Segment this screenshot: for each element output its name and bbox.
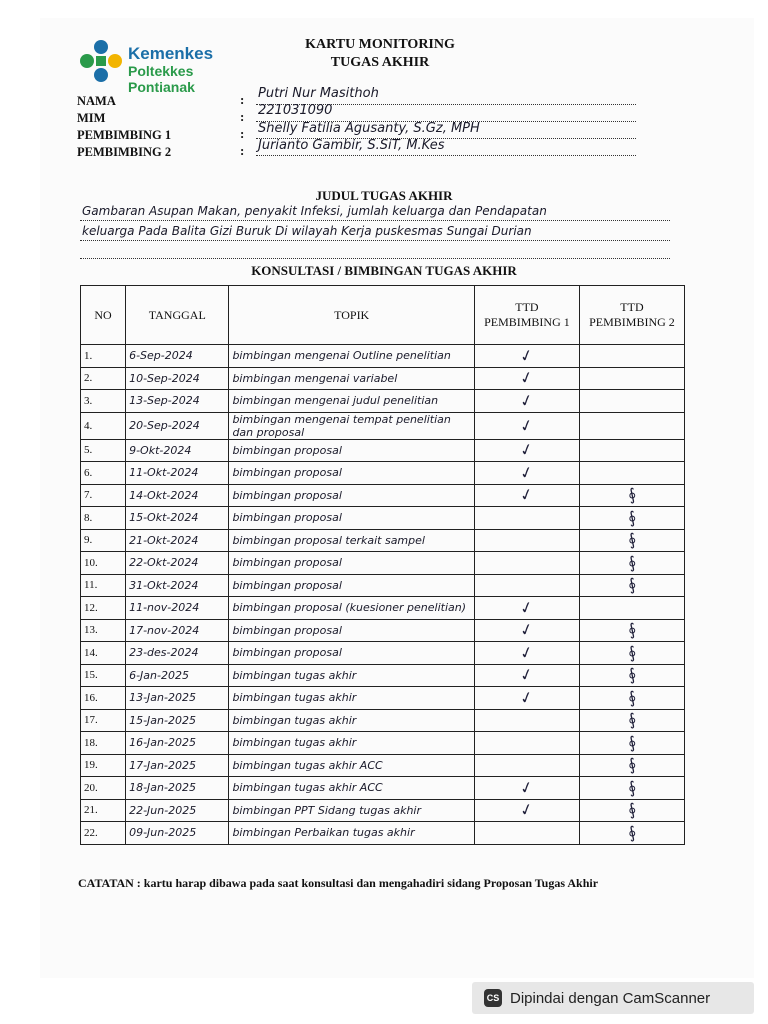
cell-topik: bimbingan proposal xyxy=(229,439,474,462)
cell-tanggal: 14-Okt-2024 xyxy=(126,484,229,507)
logo-text-poltekkes: Poltekkes Pontianak xyxy=(128,63,195,95)
table-row xyxy=(81,345,685,368)
judul-line-1: Gambaran Asupan Makan, penyakit Infeksi, jumlah keluarga dan Pendapatan xyxy=(82,204,547,218)
nama-colon: : xyxy=(240,92,245,107)
table-row xyxy=(81,687,685,710)
cell-tanggal: 22-Okt-2024 xyxy=(126,552,229,575)
cell-topik: bimbingan mengenai judul penelitian xyxy=(229,390,474,413)
cell-ttd-pembimbing-1 xyxy=(474,597,579,620)
table-row xyxy=(81,574,685,597)
signature-mark: ∮ xyxy=(625,553,639,573)
pembimbing1-colon: : xyxy=(240,126,245,141)
signature-mark: ✓ xyxy=(518,643,536,664)
signature-mark: ✓ xyxy=(518,800,536,821)
cell-no: 8. xyxy=(81,507,126,530)
header-ttd-pembimbing-1: TTD PEMBIMBING 1 xyxy=(474,286,579,345)
cell-no: 14. xyxy=(81,642,126,665)
camscanner-icon: CS xyxy=(484,989,502,1007)
cell-ttd-pembimbing-1 xyxy=(474,732,579,755)
cell-tanggal: 09-Jun-2025 xyxy=(126,822,229,845)
cell-topik: bimbingan tugas akhir xyxy=(229,709,474,732)
cell-ttd-pembimbing-1 xyxy=(474,367,579,390)
cell-topik: bimbingan proposal terkait sampel xyxy=(229,529,474,552)
cell-topik: bimbingan proposal xyxy=(229,642,474,665)
cell-topik: bimbingan proposal xyxy=(229,462,474,485)
cell-ttd-pembimbing-1 xyxy=(474,709,579,732)
cell-ttd-pembimbing-2 xyxy=(579,574,684,597)
title-line-2: TUGAS AKHIR xyxy=(330,55,430,70)
cell-ttd-pembimbing-2 xyxy=(579,687,684,710)
signature-mark: ∮ xyxy=(625,486,639,506)
cell-no: 22. xyxy=(81,822,126,845)
signature-mark: ∮ xyxy=(625,508,639,528)
signature-mark: ✓ xyxy=(518,598,536,619)
cell-ttd-pembimbing-2 xyxy=(579,507,684,530)
cell-tanggal: 11-Okt-2024 xyxy=(126,462,229,485)
nama-value: Putri Nur Masithoh xyxy=(258,86,379,101)
table-row xyxy=(81,367,685,390)
cell-ttd-pembimbing-1 xyxy=(474,529,579,552)
cell-topik: bimbingan tugas akhir ACC xyxy=(229,777,474,800)
cell-ttd-pembimbing-2 xyxy=(579,754,684,777)
signature-mark: ∮ xyxy=(625,576,639,596)
cell-ttd-pembimbing-1 xyxy=(474,664,579,687)
cell-topik: bimbingan tugas akhir xyxy=(229,732,474,755)
page-title xyxy=(260,36,500,72)
cell-topik: bimbingan proposal xyxy=(229,552,474,575)
cell-no: 17. xyxy=(81,709,126,732)
table-row xyxy=(81,507,685,530)
table-row xyxy=(81,390,685,413)
cell-ttd-pembimbing-2 xyxy=(579,552,684,575)
cell-tanggal: 20-Sep-2024 xyxy=(126,412,229,439)
cell-tanggal: 10-Sep-2024 xyxy=(126,367,229,390)
cell-tanggal: 23-des-2024 xyxy=(126,642,229,665)
cell-ttd-pembimbing-2 xyxy=(579,664,684,687)
table-row xyxy=(81,439,685,462)
cell-topik: bimbingan mengenai Outline penelitian xyxy=(229,345,474,368)
table-row xyxy=(81,412,685,439)
table-row xyxy=(81,754,685,777)
signature-mark: ∮ xyxy=(625,666,639,686)
cell-ttd-pembimbing-2 xyxy=(579,597,684,620)
signature-mark: ∮ xyxy=(625,531,639,551)
cell-ttd-pembimbing-1 xyxy=(474,777,579,800)
signature-mark: ✓ xyxy=(518,346,536,367)
cell-no: 12. xyxy=(81,597,126,620)
table-row xyxy=(81,462,685,485)
cell-ttd-pembimbing-1 xyxy=(474,619,579,642)
cell-tanggal: 13-Jan-2025 xyxy=(126,687,229,710)
cell-tanggal: 15-Okt-2024 xyxy=(126,507,229,530)
cell-no: 2. xyxy=(81,367,126,390)
kemenkes-logo xyxy=(78,38,258,95)
cell-no: 13. xyxy=(81,619,126,642)
cell-topik: bimbingan tugas akhir xyxy=(229,687,474,710)
table-row xyxy=(81,799,685,822)
cell-tanggal: 22-Jun-2025 xyxy=(126,799,229,822)
konsultasi-table xyxy=(80,285,685,845)
cell-no: 4. xyxy=(81,412,126,439)
cell-ttd-pembimbing-2 xyxy=(579,642,684,665)
signature-mark: ✓ xyxy=(518,778,536,799)
cell-ttd-pembimbing-2 xyxy=(579,367,684,390)
pembimbing2-value: Jurianto Gambir, S.SiT, M.Kes xyxy=(258,138,445,153)
cell-tanggal: 9-Okt-2024 xyxy=(126,439,229,462)
cell-ttd-pembimbing-2 xyxy=(579,345,684,368)
signature-mark: ✓ xyxy=(518,620,536,641)
cell-no: 15. xyxy=(81,664,126,687)
cell-no: 20. xyxy=(81,777,126,800)
cell-ttd-pembimbing-1 xyxy=(474,754,579,777)
table-row xyxy=(81,732,685,755)
logo-text-kemenkes: Kemenkes xyxy=(128,44,214,63)
cell-tanggal: 31-Okt-2024 xyxy=(126,574,229,597)
signature-mark: ∮ xyxy=(625,711,639,731)
cell-topik: bimbingan proposal xyxy=(229,619,474,642)
table-row xyxy=(81,619,685,642)
signature-mark: ∮ xyxy=(625,733,639,753)
cell-ttd-pembimbing-1 xyxy=(474,390,579,413)
cell-tanggal: 11-nov-2024 xyxy=(126,597,229,620)
header-tanggal: TANGGAL xyxy=(126,286,229,345)
cell-topik: bimbingan proposal xyxy=(229,484,474,507)
cell-tanggal: 17-Jan-2025 xyxy=(126,754,229,777)
judul-dotline-1 xyxy=(80,220,670,221)
table-row xyxy=(81,529,685,552)
camscanner-badge xyxy=(472,982,754,1014)
cell-topik: bimbingan Perbaikan tugas akhir xyxy=(229,822,474,845)
mim-value: 221031090 xyxy=(258,103,333,118)
table-row xyxy=(81,597,685,620)
cell-ttd-pembimbing-2 xyxy=(579,529,684,552)
cell-topik: bimbingan PPT Sidang tugas akhir xyxy=(229,799,474,822)
cell-tanggal: 13-Sep-2024 xyxy=(126,390,229,413)
cell-no: 1. xyxy=(81,345,126,368)
cell-no: 18. xyxy=(81,732,126,755)
cell-tanggal: 15-Jan-2025 xyxy=(126,709,229,732)
cell-ttd-pembimbing-1 xyxy=(474,574,579,597)
signature-mark: ∮ xyxy=(625,621,639,641)
table-row xyxy=(81,709,685,732)
konsultasi-heading: KONSULTASI / BIMBINGAN TUGAS AKHIR xyxy=(251,263,517,278)
cell-ttd-pembimbing-2 xyxy=(579,462,684,485)
signature-mark: ✓ xyxy=(518,391,536,412)
cell-topik: bimbingan proposal (kuesioner penelitian) xyxy=(229,597,474,620)
mim-colon: : xyxy=(240,109,245,124)
cell-ttd-pembimbing-1 xyxy=(474,822,579,845)
cell-ttd-pembimbing-1 xyxy=(474,484,579,507)
table-row xyxy=(81,777,685,800)
cell-no: 19. xyxy=(81,754,126,777)
cell-ttd-pembimbing-1 xyxy=(474,345,579,368)
signature-mark: ✓ xyxy=(518,665,536,686)
pembimbing2-colon: : xyxy=(240,143,245,158)
judul-heading: JUDUL TUGAS AKHIR xyxy=(315,188,453,203)
camscanner-text: Dipindai dengan CamScanner xyxy=(510,989,711,1007)
header-no: NO xyxy=(81,286,126,345)
cell-ttd-pembimbing-1 xyxy=(474,552,579,575)
cell-tanggal: 16-Jan-2025 xyxy=(126,732,229,755)
cell-ttd-pembimbing-2 xyxy=(579,732,684,755)
kemenkes-logo-icon xyxy=(78,38,124,84)
cell-tanggal: 17-nov-2024 xyxy=(126,619,229,642)
cell-no: 11. xyxy=(81,574,126,597)
pembimbing2-label: PEMBIMBING 2 xyxy=(77,145,172,159)
cell-ttd-pembimbing-2 xyxy=(579,439,684,462)
nama-label: NAMA xyxy=(77,94,116,108)
cell-topik: bimbingan mengenai variabel xyxy=(229,367,474,390)
cell-ttd-pembimbing-2 xyxy=(579,390,684,413)
signature-mark: ∮ xyxy=(625,801,639,821)
pembimbing1-value: Shelly Fatilia Agusanty, S.Gz, MPH xyxy=(258,121,480,136)
cell-tanggal: 6-Sep-2024 xyxy=(126,345,229,368)
cell-ttd-pembimbing-2 xyxy=(579,619,684,642)
judul-dotline-3 xyxy=(80,258,670,259)
cell-no: 7. xyxy=(81,484,126,507)
mim-label: MIM xyxy=(77,111,106,125)
header-topik: TOPIK xyxy=(229,286,474,345)
signature-mark: ∮ xyxy=(625,823,639,843)
signature-mark: ✓ xyxy=(518,463,536,484)
cell-topik: bimbingan tugas akhir xyxy=(229,664,474,687)
table-row xyxy=(81,642,685,665)
cell-ttd-pembimbing-1 xyxy=(474,799,579,822)
cell-ttd-pembimbing-1 xyxy=(474,462,579,485)
cell-tanggal: 6-Jan-2025 xyxy=(126,664,229,687)
cell-topik: bimbingan proposal xyxy=(229,507,474,530)
signature-mark: ✓ xyxy=(518,368,536,389)
table-row xyxy=(81,552,685,575)
cell-no: 16. xyxy=(81,687,126,710)
cell-ttd-pembimbing-1 xyxy=(474,507,579,530)
cell-no: 9. xyxy=(81,529,126,552)
catatan-note: CATATAN : kartu harap dibawa pada saat konsultasi dan mengahadiri sidang Proposan Tugas Akhir xyxy=(78,876,599,890)
signature-mark: ∮ xyxy=(625,688,639,708)
cell-ttd-pembimbing-2 xyxy=(579,799,684,822)
cell-ttd-pembimbing-2 xyxy=(579,484,684,507)
cell-topik: bimbingan mengenai tempat penelitian dan proposal xyxy=(229,412,474,439)
signature-mark: ✓ xyxy=(518,440,536,461)
cell-topik: bimbingan proposal xyxy=(229,574,474,597)
cell-no: 21. xyxy=(81,799,126,822)
cell-tanggal: 18-Jan-2025 xyxy=(126,777,229,800)
cell-ttd-pembimbing-2 xyxy=(579,777,684,800)
judul-line-2: keluarga Pada Balita Gizi Buruk Di wilayah Kerja puskesmas Sungai Durian xyxy=(82,224,532,238)
table-row xyxy=(81,822,685,845)
cell-no: 10. xyxy=(81,552,126,575)
cell-tanggal: 21-Okt-2024 xyxy=(126,529,229,552)
table-header-row xyxy=(81,286,685,345)
title-line-1: KARTU MONITORING xyxy=(305,37,455,52)
judul-dotline-2 xyxy=(80,240,670,241)
signature-mark: ∮ xyxy=(625,643,639,663)
cell-ttd-pembimbing-2 xyxy=(579,709,684,732)
header-ttd-pembimbing-2: TTD PEMBIMBING 2 xyxy=(579,286,684,345)
cell-no: 5. xyxy=(81,439,126,462)
cell-ttd-pembimbing-1 xyxy=(474,412,579,439)
pembimbing1-label: PEMBIMBING 1 xyxy=(77,128,172,142)
cell-ttd-pembimbing-2 xyxy=(579,822,684,845)
pembimbing2-dotline xyxy=(256,155,636,156)
signature-mark: ∮ xyxy=(625,778,639,798)
table-body xyxy=(81,345,685,845)
signature-mark: ✓ xyxy=(518,485,536,506)
cell-topik: bimbingan tugas akhir ACC xyxy=(229,754,474,777)
table-row xyxy=(81,664,685,687)
cell-no: 3. xyxy=(81,390,126,413)
signature-mark: ✓ xyxy=(518,416,536,436)
cell-ttd-pembimbing-1 xyxy=(474,642,579,665)
signature-mark: ✓ xyxy=(518,688,536,709)
cell-no: 6. xyxy=(81,462,126,485)
cell-ttd-pembimbing-1 xyxy=(474,687,579,710)
cell-ttd-pembimbing-1 xyxy=(474,439,579,462)
signature-mark: ∮ xyxy=(625,756,639,776)
cell-ttd-pembimbing-2 xyxy=(579,412,684,439)
table-row xyxy=(81,484,685,507)
